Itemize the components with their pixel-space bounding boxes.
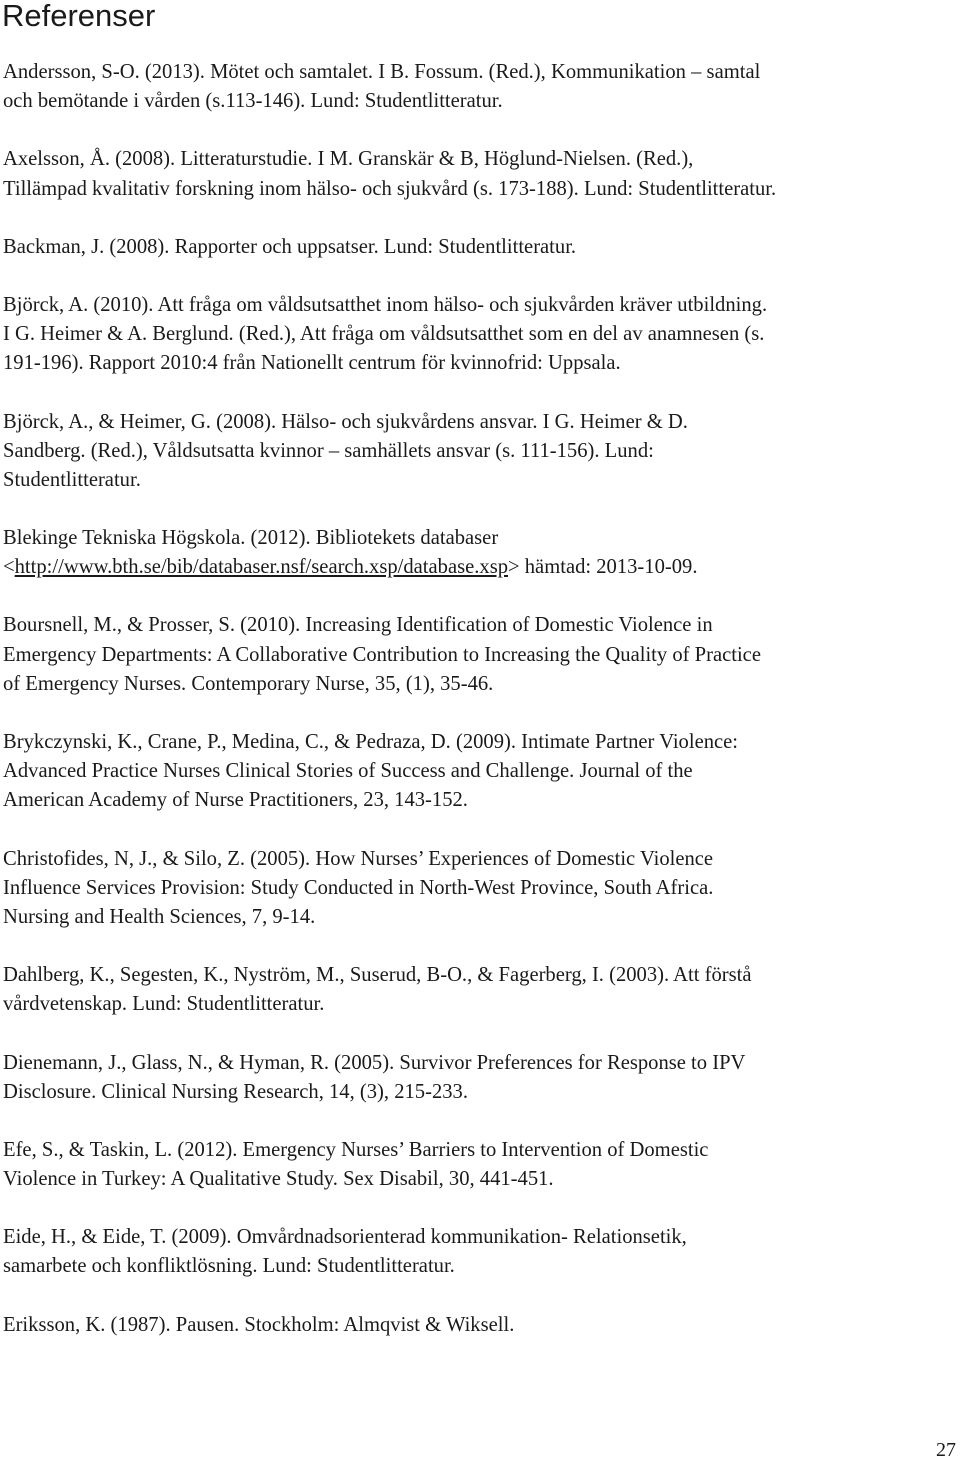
reference-list: [3, 58, 953, 1369]
reference-line: och bemötande i vården (s.113-146). Lund: Studentlitteratur.: [3, 90, 503, 113]
reference-line: Disclosure. Clinical Nursing Research, 14, (3), 215-233.: [3, 1080, 468, 1103]
reference-line: Blekinge Tekniska Högskola. (2012). Bibliotekets databaser: [3, 527, 499, 550]
reference-line: samarbete och konfliktlösning. Lund: Studentlitteratur.: [3, 1255, 455, 1278]
reference-line: Advanced Practice Nurses Clinical Stories of Success and Challenge. Journal of the: [3, 760, 693, 783]
reference-line: Björck, A. (2010). Att fråga om våldsutsatthet inom hälso- och sjukvården kräver utbildning.: [3, 293, 768, 316]
reference-entry: [3, 1049, 953, 1107]
page-number: 27: [936, 1439, 956, 1461]
reference-line: Björck, A., & Heimer, G. (2008). Hälso- och sjukvårdens ansvar. I G. Heimer & D.: [3, 410, 688, 433]
reference-entry: [3, 1223, 953, 1281]
reference-line: of Emergency Nurses. Contemporary Nurse, 35, (1), 35-46.: [3, 672, 494, 695]
reference-entry: [3, 611, 953, 699]
reference-line: Andersson, S-O. (2013). Mötet och samtalet. I B. Fossum. (Red.), Kommunikation – samtal: [3, 61, 761, 83]
reference-entry: [3, 145, 953, 203]
page-heading: Referenser: [2, 0, 156, 33]
reference-line: Christofides, N, J., & Silo, Z. (2005). How Nurses’ Experiences of Domestic Violence: [3, 847, 714, 870]
reference-entry: [3, 58, 953, 116]
reference-line: Sandberg. (Red.), Våldsutsatta kvinnor – samhällets ansvar (s. 111-156). Lund:: [3, 439, 654, 462]
reference-line: Studentlitteratur.: [3, 468, 141, 491]
reference-line: American Academy of Nurse Practitioners, 23, 143-152.: [3, 789, 468, 812]
reference-line: Eriksson, K. (1987). Pausen. Stockholm: Almqvist & Wiksell.: [3, 1313, 515, 1336]
reference-entry: [3, 728, 953, 816]
reference-entry: [3, 845, 953, 933]
reference-line: Boursnell, M., & Prosser, S. (2010). Increasing Identification of Domestic Violence in: [3, 614, 713, 637]
reference-entry: [3, 1311, 953, 1340]
reference-line: Violence in Turkey: A Qualitative Study. Sex Disabil, 30, 441-451.: [3, 1168, 554, 1191]
reference-line: Dahlberg, K., Segesten, K., Nyström, M., Suserud, B-O., & Fagerberg, I. (2003). Att förstå: [3, 964, 752, 987]
reference-entry: [3, 961, 953, 1019]
link-suffix: > hämtad: 2013-10-09.: [508, 556, 698, 579]
reference-line: Nursing and Health Sciences, 7, 9-14.: [3, 905, 316, 928]
reference-line: Influence Services Provision: Study Conducted in North-West Province, South Africa.: [3, 876, 714, 899]
reference-entry: [3, 233, 953, 262]
reference-entry: [3, 1136, 953, 1194]
database-link[interactable]: http://www.bth.se/bib/databaser.nsf/search.xsp/database.xsp: [14, 556, 508, 579]
reference-line: vårdvetenskap. Lund: Studentlitteratur.: [3, 993, 325, 1016]
reference-line: [3, 553, 953, 582]
reference-entry: [3, 524, 953, 582]
reference-entry: [3, 291, 953, 379]
reference-entry: [3, 408, 953, 496]
reference-line: 191-196). Rapport 2010:4 från Nationellt centrum för kvinnofrid: Uppsala.: [3, 352, 621, 375]
reference-line: I G. Heimer & A. Berglund. (Red.), Att fråga om våldsutsatthet som en del av anamnesen (s.: [3, 323, 765, 346]
reference-line: Tillämpad kvalitativ forskning inom hälso- och sjukvård (s. 173-188). Lund: Studentlitteratur.: [3, 177, 777, 200]
reference-line: Backman, J. (2008). Rapporter och uppsatser. Lund: Studentlitteratur.: [3, 235, 577, 258]
reference-line: Emergency Departments: A Collaborative Contribution to Increasing the Quality of Practice: [3, 643, 761, 666]
link-prefix: <: [3, 556, 15, 579]
reference-line: Axelsson, Å. (2008). Litteraturstudie. I M. Granskär & B, Höglund-Nielsen. (Red.),: [3, 148, 694, 171]
reference-line: Dienemann, J., Glass, N., & Hyman, R. (2005). Survivor Preferences for Response to IPV: [3, 1051, 746, 1074]
reference-line: Brykczynski, K., Crane, P., Medina, C., & Pedraza, D. (2009). Intimate Partner Violence:: [3, 731, 739, 753]
reference-line: Efe, S., & Taskin, L. (2012). Emergency Nurses’ Barriers to Intervention of Domestic: [3, 1138, 709, 1161]
reference-line: Eide, H., & Eide, T. (2009). Omvårdnadsorienterad kommunikation- Relationsetik,: [3, 1226, 687, 1249]
